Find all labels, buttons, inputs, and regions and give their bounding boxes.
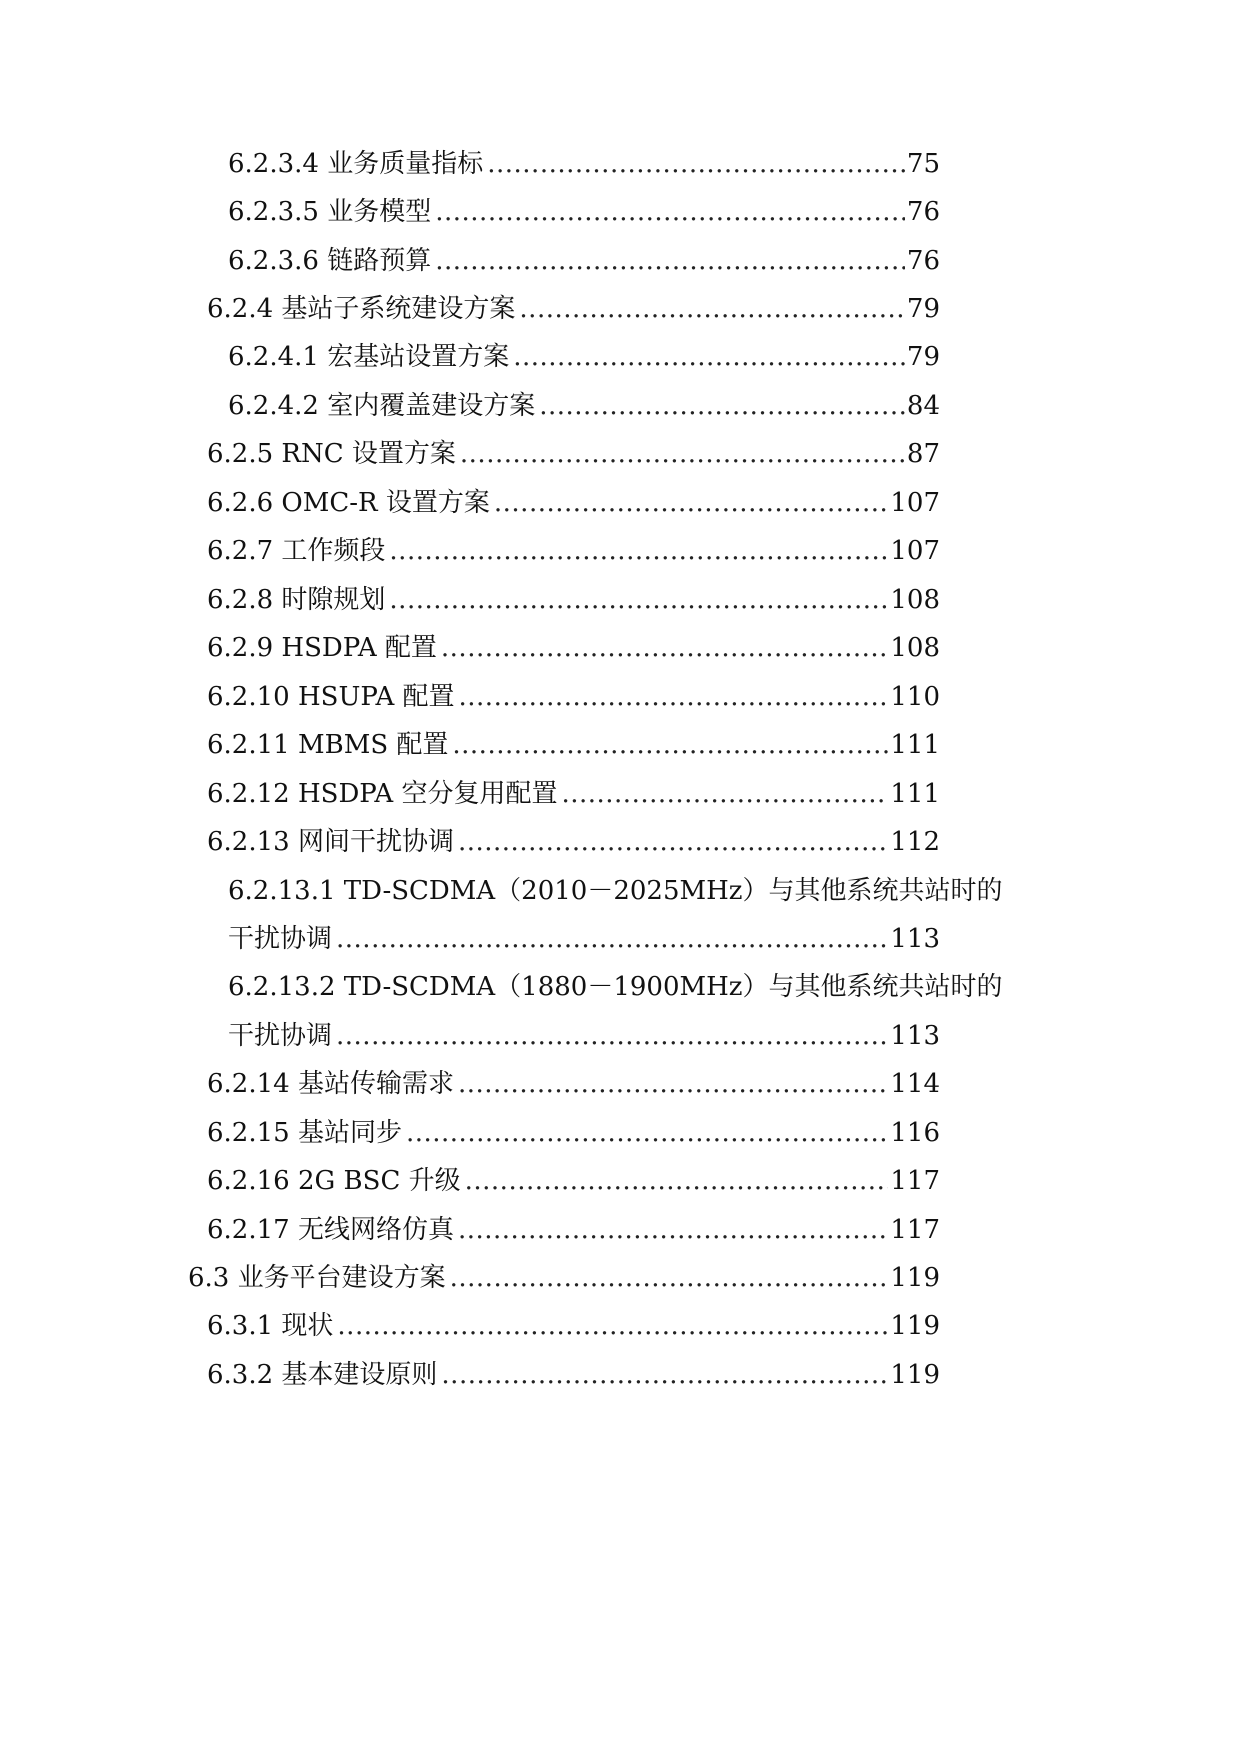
toc-entry-label: 6.2.12 HSDPA 空分复用配置 — [207, 779, 558, 809]
toc-entry-page: 108 — [890, 585, 940, 615]
toc-entry-label: 干扰协调 — [228, 924, 333, 954]
leader-dots — [389, 583, 888, 617]
toc-entry-page: 113 — [890, 1021, 940, 1051]
toc-entry — [207, 777, 940, 811]
leader-dots — [458, 825, 888, 859]
leader-dots — [452, 728, 888, 762]
toc-entry — [207, 1116, 940, 1150]
leader-dots — [460, 437, 905, 471]
toc-entry-label: 6.2.5 RNC 设置方案 — [207, 439, 456, 469]
toc-entry — [207, 292, 940, 326]
toc-entry — [188, 1261, 940, 1295]
toc-entry-label: 6.2.3.4 业务质量指标 — [228, 149, 484, 179]
leader-dots — [336, 1019, 888, 1053]
toc-entry — [228, 389, 940, 423]
toc-entry-label: 6.2.3.6 链路预算 — [228, 246, 432, 276]
toc-entry-label: 6.2.4.1 宏基站设置方案 — [228, 342, 510, 372]
leader-dots — [458, 1067, 888, 1101]
leader-dots — [389, 534, 888, 568]
leader-dots — [513, 340, 905, 374]
toc-entry — [207, 437, 940, 471]
toc-entry-page: 76 — [906, 197, 940, 227]
toc-entry-label: 6.2.6 OMC-R 设置方案 — [207, 488, 490, 518]
toc-entry — [207, 1309, 940, 1343]
toc-entry-page: 108 — [890, 633, 940, 663]
toc-entry-label: 6.2.13 网间干扰协调 — [207, 827, 454, 857]
toc-entry-label: 6.2.7 工作频段 — [207, 536, 386, 566]
toc-entry-page: 75 — [906, 149, 940, 179]
toc-entry-label: 6.2.9 HSDPA 配置 — [207, 633, 437, 663]
toc-entry-page: 84 — [906, 391, 940, 421]
toc-entry-page: 112 — [890, 827, 940, 857]
toc-entry-page: 117 — [890, 1166, 940, 1196]
toc-entry — [207, 1213, 940, 1247]
leader-dots — [406, 1116, 888, 1150]
leader-dots — [336, 922, 888, 956]
toc-entry — [207, 486, 940, 520]
toc-entry — [207, 631, 940, 665]
toc-entry — [207, 1358, 940, 1392]
leader-dots — [459, 680, 889, 714]
toc-entry — [228, 147, 940, 181]
toc-entry — [228, 244, 940, 278]
toc-entry-page: 113 — [890, 924, 940, 954]
toc-entry-page: 79 — [906, 294, 940, 324]
toc-entry-label: 6.2.10 HSUPA 配置 — [207, 682, 455, 712]
leader-dots — [441, 631, 888, 665]
toc-entry-page: 119 — [890, 1263, 940, 1293]
toc-entry-label: 6.3.1 现状 — [207, 1311, 334, 1341]
toc-entry-label-line1: 6.2.13.2 TD-SCDMA（1880－1900MHz）与其他系统共站时的 — [228, 972, 1003, 1002]
leader-dots — [487, 147, 905, 181]
leader-dots — [458, 1213, 888, 1247]
toc-entry-page: 107 — [890, 488, 940, 518]
toc-entry — [207, 680, 940, 714]
toc-entry-label-line1: 6.2.13.1 TD-SCDMA（2010－2025MHz）与其他系统共站时的 — [228, 876, 1003, 906]
toc-entry-page: 79 — [906, 342, 940, 372]
toc-entry — [207, 728, 940, 762]
leader-dots — [519, 292, 904, 326]
toc-entry-page: 107 — [890, 536, 940, 566]
toc-entry-page: 111 — [890, 779, 940, 809]
toc-entry — [228, 922, 940, 956]
toc-entry-label: 6.2.4.2 室内覆盖建设方案 — [228, 391, 536, 421]
toc-entry — [207, 825, 940, 859]
toc-entry-label: 6.2.4 基站子系统建设方案 — [207, 294, 516, 324]
toc-entry-label: 6.2.15 基站同步 — [207, 1118, 402, 1148]
toc-entry-page: 116 — [890, 1118, 940, 1148]
leader-dots — [450, 1261, 889, 1295]
toc-entry-page: 76 — [906, 246, 940, 276]
toc-entry — [228, 195, 940, 229]
toc-entry — [228, 1019, 940, 1053]
toc-entry-label: 6.2.8 时隙规划 — [207, 585, 386, 615]
toc-entry-label: 6.3 业务平台建设方案 — [188, 1263, 446, 1293]
leader-dots — [465, 1164, 889, 1198]
toc-entry — [207, 583, 940, 617]
toc-entry-label: 6.2.17 无线网络仿真 — [207, 1215, 454, 1245]
toc-entry-page: 110 — [890, 682, 940, 712]
leader-dots — [561, 777, 888, 811]
toc-entry — [228, 340, 940, 374]
toc-entry-page: 111 — [890, 730, 940, 760]
toc-entry-page: 119 — [890, 1360, 940, 1390]
toc-entry — [207, 1164, 940, 1198]
leader-dots — [441, 1358, 888, 1392]
leader-dots — [435, 244, 905, 278]
toc-entry-page: 117 — [890, 1215, 940, 1245]
toc-entry — [207, 1067, 940, 1101]
toc-entry-page: 87 — [906, 439, 940, 469]
toc-entry-label: 干扰协调 — [228, 1021, 333, 1051]
toc-entry — [207, 534, 940, 568]
leader-dots — [539, 389, 905, 423]
leader-dots — [435, 195, 905, 229]
toc-entry-page: 119 — [890, 1311, 940, 1341]
toc-entry-label: 6.2.11 MBMS 配置 — [207, 730, 449, 760]
toc-entry-page: 114 — [890, 1069, 940, 1099]
toc-entry-label: 6.2.3.5 业务模型 — [228, 197, 432, 227]
leader-dots — [337, 1309, 888, 1343]
toc-entry-label: 6.3.2 基本建设原则 — [207, 1360, 438, 1390]
toc-entry-label: 6.2.14 基站传输需求 — [207, 1069, 454, 1099]
toc-entry-label: 6.2.16 2G BSC 升级 — [207, 1166, 461, 1196]
leader-dots — [494, 486, 888, 520]
